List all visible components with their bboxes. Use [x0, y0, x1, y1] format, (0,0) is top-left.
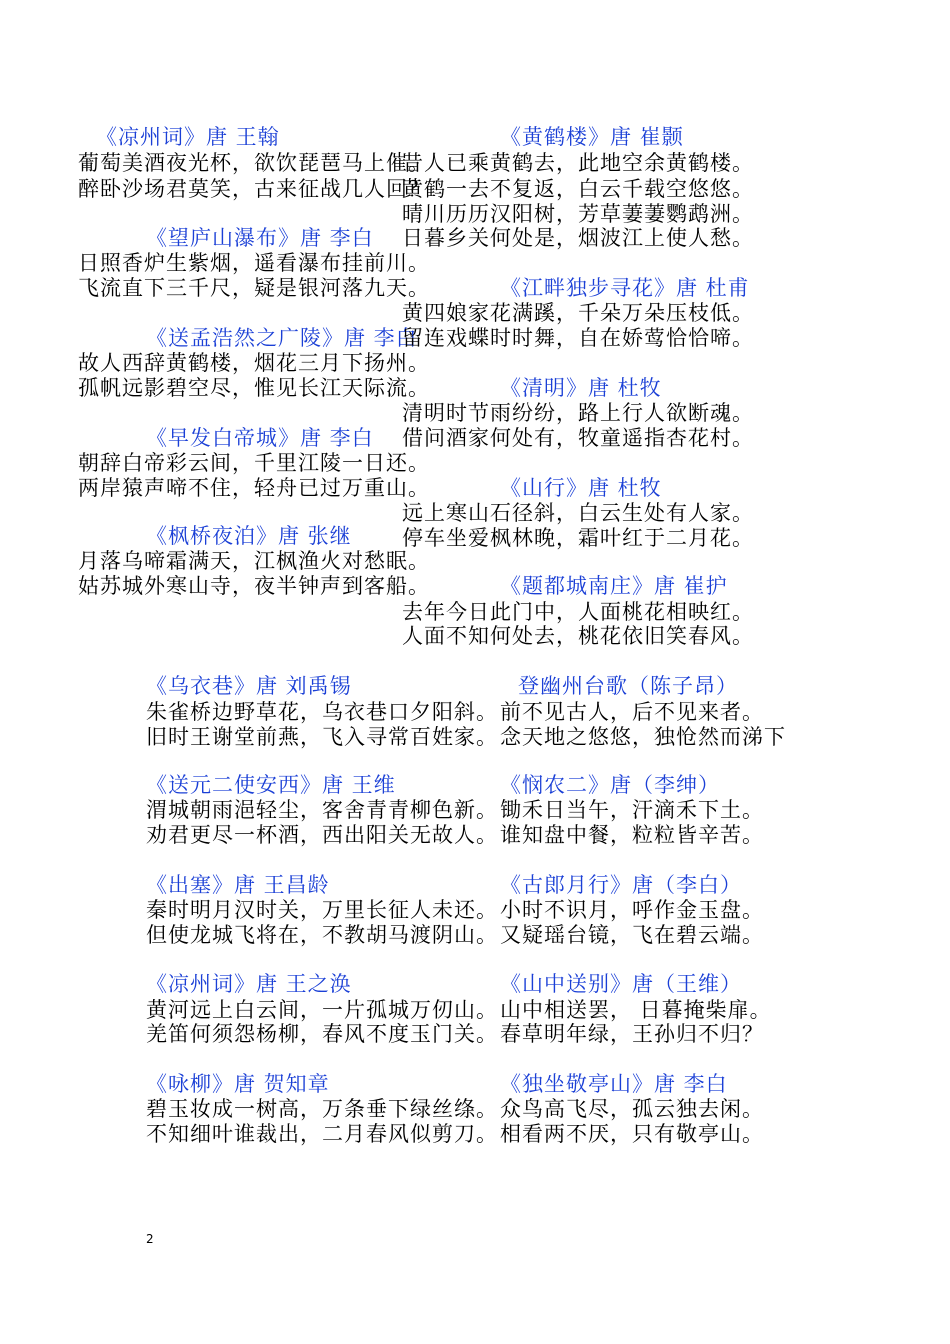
poem-line: 月落乌啼霜满天，江枫渔火对愁眠。	[78, 549, 430, 573]
poem-line: 渭城朝雨浥轻尘，客舍青青柳色新。	[146, 798, 498, 822]
poem-line: 念天地之悠悠，独怆然而涕下	[500, 725, 786, 749]
poem-title: 《江畔独步寻花》唐 杜甫	[500, 276, 750, 300]
poem-line: 锄禾日当午，汗滴禾下土。	[500, 798, 764, 822]
poem-title: 《独坐敬亭山》唐 李白	[500, 1072, 728, 1096]
poem-title: 《望庐山瀑布》唐 李白	[146, 226, 374, 250]
poem-line: 故人西辞黄鹤楼，烟花三月下扬州。	[78, 351, 430, 375]
poem-line: 朝辞白帝彩云间，千里江陵一日还。	[78, 451, 430, 475]
poem-line: 黄四娘家花满蹊，千朵万朵压枝低。	[402, 301, 754, 325]
poem-line: 黄鹤一去不复返，白云千载空悠悠。	[402, 177, 754, 201]
poem-line: 醉卧沙场君莫笑，古来征战几人回？	[78, 177, 430, 201]
poem-line: 小时不识月，呼作金玉盘。	[500, 898, 764, 922]
poem-title: 《黄鹤楼》唐 崔颢	[500, 125, 684, 149]
poem-line: 人面不知何处去，桃花依旧笑春风。	[402, 624, 754, 648]
poem-title: 登幽州台歌（陈子昂）	[518, 674, 738, 698]
poem-line: 昔人已乘黄鹤去，此地空余黄鹤楼。	[402, 151, 754, 175]
poem-title: 《枫桥夜泊》唐 张继	[146, 524, 352, 548]
poem-line: 谁知盘中餐，粒粒皆辛苦。	[500, 823, 764, 847]
poem-line: 借问酒家何处有，牧童遥指杏花村。	[402, 426, 754, 450]
poem-line: 不知细叶谁裁出，二月春风似剪刀。	[146, 1122, 498, 1146]
poem-line: 晴川历历汉阳树，芳草萋萋鹦鹉洲。	[402, 202, 754, 226]
poem-line: 姑苏城外寒山寺，夜半钟声到客船。	[78, 574, 430, 598]
poem-title: 《咏柳》唐 贺知章	[146, 1072, 330, 1096]
poem-line: 山中相送罢， 日暮掩柴扉。	[500, 998, 772, 1022]
poem-title: 《凉州词》唐 王翰	[96, 125, 280, 149]
poem-title: 《悯农二》唐（李绅）	[500, 773, 720, 797]
poem-line: 去年今日此门中，人面桃花相映红。	[402, 600, 754, 624]
poem-line: 朱雀桥边野草花，乌衣巷口夕阳斜。	[146, 700, 498, 724]
poem-line: 羌笛何须怨杨柳，春风不度玉门关。	[146, 1022, 498, 1046]
poem-line: 远上寒山石径斜，白云生处有人家。	[402, 501, 754, 525]
poem-line: 旧时王谢堂前燕，飞入寻常百姓家。	[146, 725, 498, 749]
poem-line: 相看两不厌，只有敬亭山。	[500, 1122, 764, 1146]
poem-title: 《送孟浩然之广陵》唐 李白	[146, 326, 418, 350]
poem-line: 碧玉妆成一树高，万条垂下绿丝绦。	[146, 1097, 498, 1121]
poem-line: 停车坐爱枫林晚，霜叶红于二月花。	[402, 526, 754, 550]
poem-line: 又疑瑶台镜，飞在碧云端。	[500, 923, 764, 947]
poem-title: 《凉州词》唐 王之涣	[146, 972, 352, 996]
poem-line: 日照香炉生紫烟，遥看瀑布挂前川。	[78, 251, 430, 275]
poem-title: 《送元二使安西》唐 王维	[146, 773, 396, 797]
poem-line: 飞流直下三千尺，疑是银河落九天。	[78, 276, 430, 300]
poem-title: 《出塞》唐 王昌龄	[146, 873, 330, 897]
poem-line: 日暮乡关何处是，烟波江上使人愁。	[402, 226, 754, 250]
poem-title: 《乌衣巷》唐 刘禹锡	[146, 674, 352, 698]
poem-line: 孤帆远影碧空尽，惟见长江天际流。	[78, 376, 430, 400]
poem-line: 秦时明月汉时关，万里长征人未还。	[146, 898, 498, 922]
poem-title: 《清明》唐 杜牧	[500, 376, 662, 400]
poem-line: 清明时节雨纷纷，路上行人欲断魂。	[402, 401, 754, 425]
poem-line: 前不见古人，后不见来者。	[500, 700, 764, 724]
poem-line: 劝君更尽一杯酒，西出阳关无故人。	[146, 823, 498, 847]
poem-title: 《题都城南庄》唐 崔护	[500, 574, 728, 598]
poem-title: 《山中送别》唐（王维）	[500, 972, 742, 996]
poem-line: 留连戏蝶时时舞，自在娇莺恰恰啼。	[402, 326, 754, 350]
poem-line: 葡萄美酒夜光杯，欲饮琵琶马上催。	[78, 151, 430, 175]
page-number: 2	[146, 1232, 154, 1246]
poem-title: 《早发白帝城》唐 李白	[146, 426, 374, 450]
poem-title: 《古郎月行》唐（李白）	[500, 873, 742, 897]
poem-title: 《山行》唐 杜牧	[500, 476, 662, 500]
poem-line: 但使龙城飞将在，不教胡马渡阴山。	[146, 923, 498, 947]
poem-line: 两岸猿声啼不住，轻舟已过万重山。	[78, 476, 430, 500]
poem-line: 春草明年绿，王孙归不归？	[500, 1022, 764, 1046]
poem-line: 黄河远上白云间，一片孤城万仞山。	[146, 998, 498, 1022]
poem-line: 众鸟高飞尽，孤云独去闲。	[500, 1097, 764, 1121]
